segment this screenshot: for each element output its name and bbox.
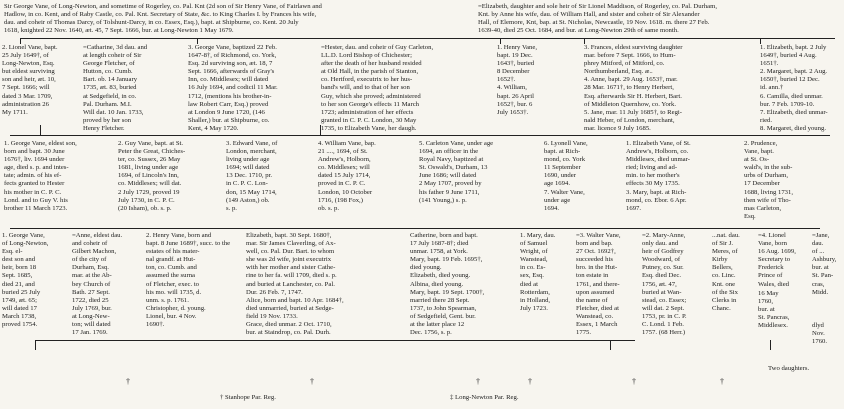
elizabeth-alice-grace-entry: Elizabeth, bapt. 30 Sept. 1680†, mar. Sir James Claverling, of Ax- well, co. Pal. Dur. Bart. to whom she was 2d wife, joint executrix with her mother and sister Cathe- rine to her fa. will 1709, died s. p. and buried at Lanchester, co. Pal. Dur. 26 Feb. 7, 1747. Alice, born and bapt. 10 Apr. 1684†, died unmarried, buried at Sedge- field 19 Nov. 1733. Grace, died unmar. 2 Oct. 1710, bur. at Staindrop, co. Pal. Durh. — [246, 232, 344, 337]
carleton-vane-entry: 5. Carleton Vane, under age 1694, an officer in the Royal Navy, baptized at St. Oswald's, Durham, 13 June 1686; will dated 2 May 1707, proved by his father 9 June 1711, (141 Young,) s. p. — [419, 140, 494, 204]
mary-wright-entry: 1. Mary, dau. of Samuel Wright, of Wanstead, in co. Es- sex, Esq. died at Rotterdam, in Holland, July 1723. — [520, 232, 556, 312]
frances-anne-jane-entry: 3. Frances, eldest surviving daughter mar. before 7 Sept. 1666, to Hum- phrey Mitford, of Mitford, co. Northumberland, Esq. æ.. 4. Anne, bapt. 29 Aug. 1653†, mar. 28 Mar. 1671†, to Henry Herbert, Esq. afterwards Sir H. Herbert, Bart. of Middleton Quernhow, co. York. 5. Jane, mar. 11 July 1685†, to Regi- nald Heber, of London, merchant, mar. licence 9 July 1685. — [584, 44, 683, 132]
hester-carleton-entry: =Hester, dau. and coheir of Guy Carleton, LL.D. Lord Bishop of Chichester; after the death of her husband resided at Old Hall, in the parish of Stanton, co. Hertford, executrix to her hus- band's will, and to that of her son Guy, which she proved; administered to her son George's effects 11 March 1723; administration of her effects granted in C. P. C. London, 30 May 1735, to Elizabeth Vane, her daugh. — [321, 44, 434, 132]
dagger-mark: † — [476, 377, 480, 386]
lionel-vane-secretary-entry: =4. Lionel Vane, born 16 Aug. 1699, Secretary to Frederick Prince of Wales, died — [758, 232, 796, 288]
lyonell-walter-vane-entry: 6. Lyonell Vane, bapt. at Rich- mond, co. York 11 September 1690, under age 1694. 7. Walter Vane, under age 1694. — [544, 140, 588, 212]
descent-tick — [35, 340, 36, 350]
meres-daughter-entry: ...nat. dau. of Sir J. Meres, of Kirby Bellers, co. Linc. Knt. one of the Six Clerks in Chanc. — [712, 232, 740, 312]
guy-vane-entry: 2. Guy Vane, bapt. at St. Peter the Great, Chiches- ter, co. Sussex, 26 May 1681, living under age 1694, of Lincoln's Inn, co. Middlesex; will dat. 2 July 1729, proved 19 July 1730, in C. P. C. (20 Isham), ob. s. p. — [118, 140, 186, 212]
descent-tick — [40, 125, 41, 135]
elizabeth-maddison-entry: =Elizabeth, daughter and sole heir of Sir Lionel Maddison, of Rogerley, co. Pal. Durham, Knt. by Anne his wife, dau. of William Hall, and sister and coheir of Sir Alexander Hall, of Elemore, Knt, bap. at St. Nicholas, Newcastle, 19 Nov. 1618. m. there 27 Feb. 1639-40, died 25 Oct. 1684, and bur. at Long-Newton 29th of same month. — [478, 3, 718, 35]
descent-tick — [610, 340, 611, 350]
henry-vane-fletcher-entry: 2. Henry Vane, born and bapt. 8 June 1689†, succ. to the estates of his mater- nal grandf. at Hut- ton, co. Cumb. and assumed the surna of Fletcher, exec. to his mo. will 1735, d. unm. s. p. 1761. Christopher, d. young. Lionel, bur. 4 Nov. 1690†. — [146, 232, 231, 329]
george-vane-eldest-entry: 1. George Vane, eldest son, born and bapt. 30 June 1676†, liv. 1694 under age, died s. p. and intes- tate; admin. of his ef- fects granted to Hester his mother in C. P. C. Lond. and to Guy V. his brother 11 March 1723. — [4, 140, 77, 212]
edward-vane-entry: 3. Edward Vane, of London, merchant, living under age 1694; will dated 13 Dec. 1710, pr. in C. P. C. Lon- don, 15 May 1714, (149 Aston,) ob. s. p. — [226, 140, 278, 212]
descent-tick — [320, 125, 321, 135]
bottom-descent-line — [35, 340, 635, 341]
catharine-fletcher-entry: =Catharine, 3d dau. and at length coheir of Sir George Fletcher, of Hutton, co. Cumb. Bart. ob. 14 January 1735, æt. 83, buried at Sedgefield, in co. Pal. Durham. M.I. Will dat. 10 Jan. 1733, proved by her son Henry Fletcher. — [83, 44, 148, 132]
dagger-mark: † — [126, 377, 130, 386]
prudence-vane-entry: 2. Prudence, Vane, bapt. at St. Os- wald's, in the sub- urbs of Durham, 17 December 1688, living 1731, then wife of Tho- mas Carleton, Esq. — [744, 140, 794, 220]
george-vane-richmond-entry: 3. George Vane, baptized 22 Feb. 1647-8†, of Richmond, co. York, Esq. 2d surviving son, æt. 18, 7 Sept. 1666, afterwards of Gray's Inn, co. Middlesex; will dated 16 July 1694, and codicil 11 Mar. 1712, (mentions his brother-in- law Robert Carr, Esq.) proved at London 9 June 1720, (146 Shaller,) bur. at Shipburne, co. Kent, 4 May 1720. — [188, 44, 278, 132]
top-descent-line — [20, 38, 835, 39]
dagger-mark: † — [720, 377, 724, 386]
sir-george-vane-entry: Sir George Vane, of Long-Newton, and sometime of Rogerley, co. Pal. Knt (2d son of Sir Henry Vane, of Fairlawn and Hadlow, in co. Kent, and of Raby Castle, co. Pal. Knt. Secretary of State, &c. to King Charles I. by Frances his wife, dau. and coheir of Thomas Darcy, of Tolshunt-Darcy, in co. Essex, Esq.), bapt. at Shipburne, co. Kent. 20 July 1618, knighted 22 Nov. 1640, æt. 45, 7 Sept. 1666, bur. at Long-Newton 1 May 1679. — [4, 3, 322, 35]
henry-william-vane-entry: 1. Henry Vane, bapt. 19 Dec. 1643†, buried 8 December 1652†. 4. William, bapt. 26 April 1652†, bur. 6 July 1653†. — [497, 44, 537, 116]
two-daughters-note: Two daughters. — [768, 365, 810, 372]
descent-tick — [770, 340, 771, 350]
long-newton-register-note: ‡ Long-Newton Par. Reg. — [450, 394, 519, 401]
dagger-mark: † — [632, 377, 636, 386]
mary-anne-woodward-entry: =2. Mary-Anne, only dau. and heir of Godfrey Woodward, of Putney, co. Sur. Esq. died Dec. 1756, æt. 47, buried at Wan- stead, co. Essex; will dat. 2 Sept. 1753, pr. in C. P. C. Lond. 1 Feb. 1757. (68 Herr.) — [642, 232, 687, 337]
lionel-vane-death: 16 May 1760, bur. at St. Pancras, Middlesex. — [758, 290, 790, 330]
lionel-vane-entry: 2. Lionel Vane, bapt. 25 July 1649†, of Long-Newton, Esq. but eldest surviving son and heir, æt. 10, 7 Sept. 1666; will dated 3 Mar. 1709, administration 26 My 1711. — [2, 44, 58, 116]
george-hester-descent-line — [10, 135, 830, 136]
dagger-mark: † — [528, 377, 532, 386]
dagger-mark: † — [310, 377, 314, 386]
elizabeth-mary-vane-entry: 1. Elizabeth Vane, of St. Andrew's, Holborn, co. Middlesex, died unmar- ried; living and ad- min. to her mother's effects 30 My 1735. 3. Mary, bapt. at Rich- mond, co. Ebor. 6 Apr. 1697. — [626, 140, 691, 212]
william-vane-entry: 4. William Vane, bap. 21 ...., 1694, of St. Andrew's, Holborn, co. Middlesex; will dated 15 July 1714, proved in C. P. C. London, 10 October 1716, (198 Fox,) ob. s. p. — [318, 140, 376, 212]
elizabeth-margaret-daughters-entry: 1. Elizabeth, bapt. 2 July 1649†, buried 4 Aug. 1651†. 2. Margaret, bapt. 2 Aug. 1650†, buried 12 Dec. id. ann.† 6. Camilla, died unmar. bur. 7 Feb. 1709-10. 7. Elizabeth, died unmar- ried. 8. Margaret, died young. — [760, 44, 828, 132]
walter-vane-entry: =3. Walter Vane, born and bap. 27 Oct. 1692†, succeeded his bro. in the Hut- ton estate in 1761, and there- upon assumed the name of Fletcher, died at Wanstead, co. Essex, 1 March 1775. — [576, 232, 621, 337]
jane-ashbury-extra: dlyd Nov. 1760. — [812, 322, 828, 346]
george-vane-long-newton-entry: 1. George Vane, of Long-Newton, Esq. el- dest son and heir, born 18 Sept. 1685, died 21, and buried 25 July 1749, æt. 65; will dated 17 March 1738, proved 1754. — [2, 232, 49, 329]
jane-ashbury-entry: =Jane, dau. of ... Ashbury, bur. at St. Pan- cras, Midd. — [812, 232, 837, 296]
anne-machon-entry: =Anne, eldest dau. and coheir of Gilbert Machon, of the city of Durham, Esq. mar. at the Ab- bey Church of Bath. 27 Sept. 1722, died 25 July 1769, bur. at Long-New- ton; will dated 17 Jan. 1769. — [72, 232, 123, 337]
catherine-mary-daughters-entry: Catherine, born and bapt. 17 July 1687-8†; died unmar. 1758, at York. Mary, bapt. 19 Feb. 1695†, died young. Elizabeth, died young. Albina, died young. Mary, bapt. 19 Sept. 1700†, married there 28 Sept. 1737, to John Spearman, of Sedgefield, Gent. bur. at the latter place 12 Dec. 1756, s. p. — [410, 232, 485, 337]
lionel-catharine-descent-line — [10, 228, 820, 229]
stanhope-register-note: † Stanhope Par. Reg. — [220, 394, 276, 401]
